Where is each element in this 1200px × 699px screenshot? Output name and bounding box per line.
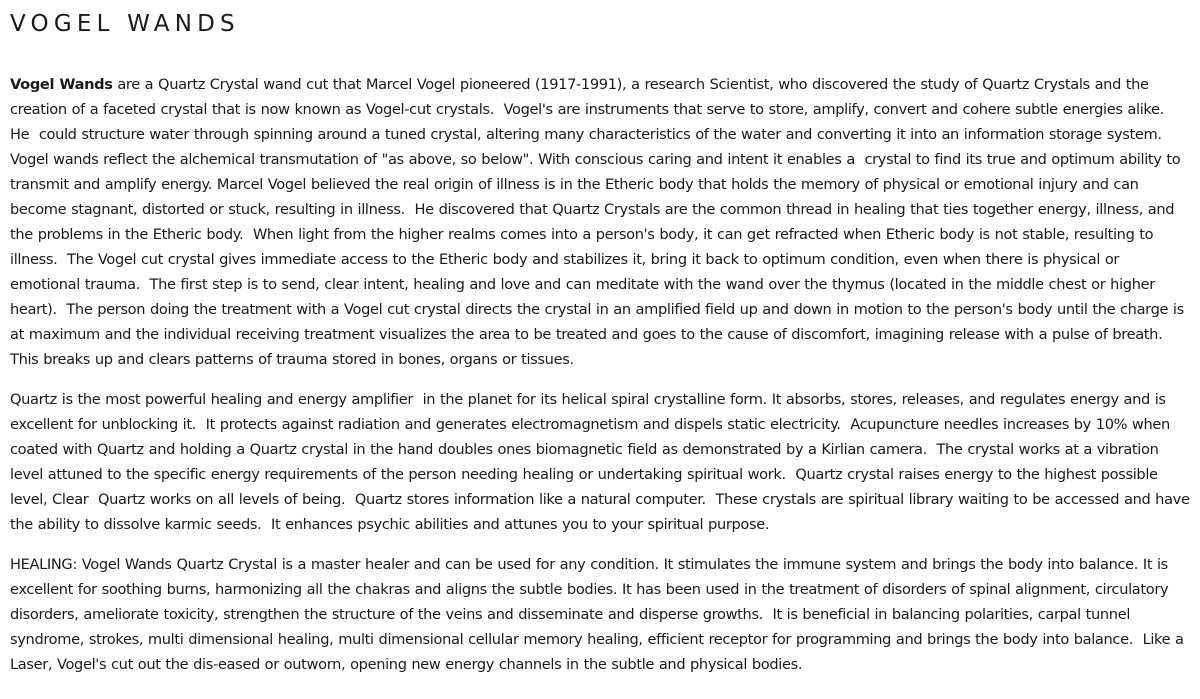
intro-paragraph <box>10 72 1190 372</box>
page-title: VOGEL WANDS <box>10 11 240 37</box>
intro-text: are a Quartz Crystal wand cut that Marcel Vogel pioneered (1917-1991), a research Scientist, who discovered the study of Quartz Crystals and the creation of a faceted crystal that is now known as Vogel-cut crystals. Vogel's are instruments that serve to store, amplify, convert and cohere subtle energies alike. He could structure water through spinning around a tuned crystal, altering many characteristics of the water and converting it into an information storage system. Vogel wands reflect the alchemical transmutation of "as above, so below". With conscious caring and intent it enables a crystal to find its true and optimum ability to transmit and amplify energy. Marcel Vogel believed the real origin of illness is in the Etheric body that holds the memory of physical or emotional injury and can become stagnant, distorted or stuck, resulting in illness. He discovered that Quartz Crystals are the common thread in healing that ties together energy, illness, and the problems in the Etheric body. When light from the higher realms comes into a person's body, it can get refracted when Etheric body is not stable, resulting to illness. The Vogel cut crystal gives immediate access to the Etheric body and stabilizes it, bring it back to optimum condition, even when there is physical or emotional trauma. The first step is to send, clear intent, healing and love and can meditate with the wand over the thymus (located in the middle chest or higher heart). The person doing the treatment with a Vogel cut crystal directs the crystal in an amplified field up and down in motion to the person's body until the charge is at maximum and the individual receiving treatment visualizes the area to be treated and goes to the cause of discomfort, imagining release with a pulse of breath. This breaks up and clears patterns of trauma stored in bones, organs or tissues. <box>10 76 1189 368</box>
quartz-paragraph: Quartz is the most powerful healing and energy amplifier in the planet for its helical spiral crystalline form. It absorbs, stores, releases, and regulates energy and is excellent for unblocking it. It protects against radiation and generates electromagnetism and dispels static electricity. Acupuncture needles increases by 10% when coated with Quartz and holding a Quartz crystal in the hand doubles ones biomagnetic field as demonstrated by a Kirlian camera. The crystal works at a vibration level attuned to the specific energy requirements of the person needing healing or undertaking spiritual work. Quartz crystal raises energy to the highest possible level, Clear Quartz works on all levels of being. Quartz stores information like a natural computer. These crystals are spiritual library waiting to be accessed and have the ability to dissolve karmic seeds. It enhances psychic abilities and attunes you to your spiritual purpose. <box>10 391 1195 533</box>
healing-paragraph: HEALING: Vogel Wands Quartz Crystal is a master healer and can be used for any condition. It stimulates the immune system and brings the body into balance. It is excellent for soothing burns, harmonizing all the chakras and aligns the subtle bodies. It has been used in the treatment of disorders of spinal alignment, circulatory disorders, ameliorate toxicity, strengthen the structure of the veins and disseminate and disperse growths. It is beneficial in balancing polarities, carpal tunnel syndrome, strokes, multi dimensional healing, multi dimensional cellular memory healing, efficient receptor for programming and brings the body into balance. Like a Laser, Vogel's cut out the dis-eased or outworn, opening new energy channels in the subtle and physical bodies. <box>10 556 1189 673</box>
article-body <box>10 72 1195 677</box>
page-content <box>10 0 1195 692</box>
intro-lead-bold: Vogel Wands <box>10 76 113 93</box>
